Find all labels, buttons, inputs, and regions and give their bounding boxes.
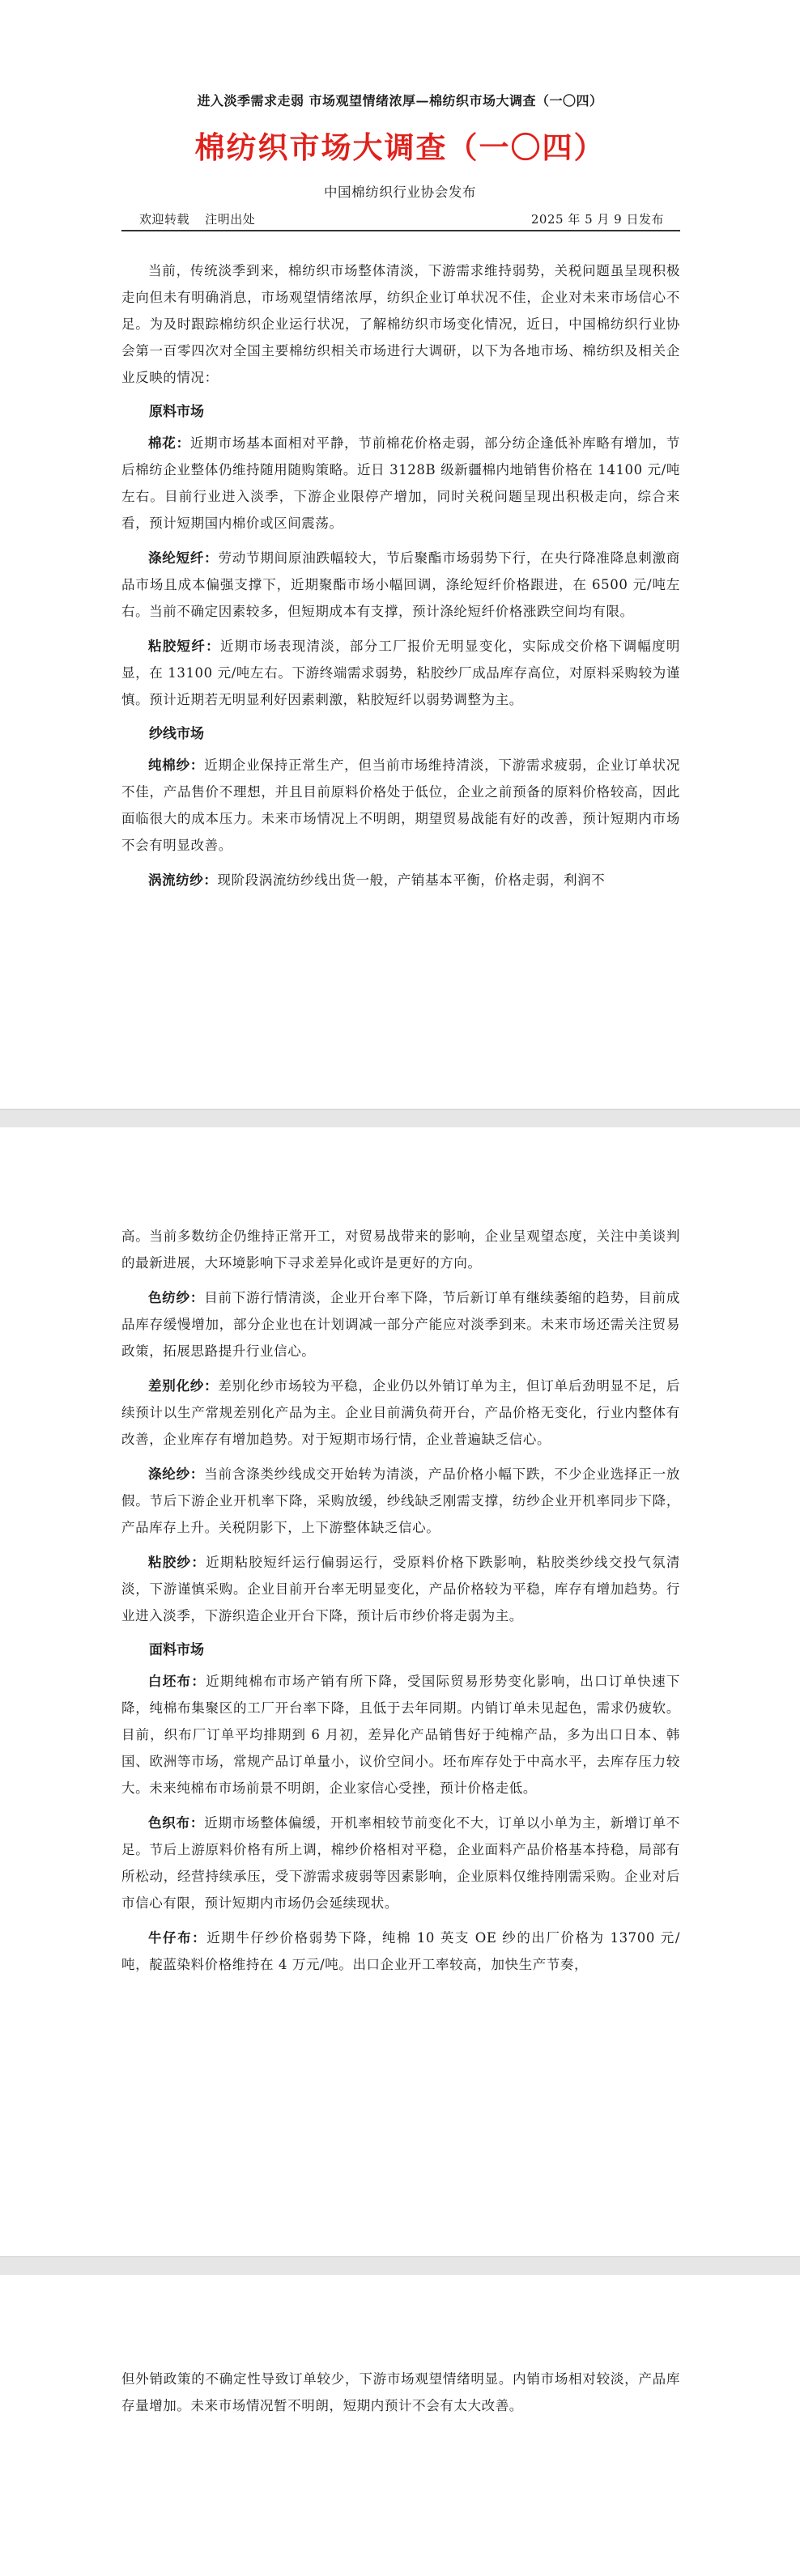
publish-date: 2025 年 5 月 9 日发布 (530, 212, 664, 227)
paragraph-differentiated-yarn (121, 1373, 680, 1453)
text-differentiated-yarn: 差别化纱市场较为平稳，企业仍以外销订单为主，但订单后劲明显不足，后续预计以生产常规差别化产品为主。企业目前满负荷开台，产品价格无变化，行业内整体有改善，企业库存有增加趋势。对于短期市场行情，企业普遍缺乏信心。 (121, 1378, 681, 1447)
term-polyester-staple: 涤纶短纤： (148, 550, 219, 566)
section-heading-raw-materials: 原料市场 (149, 404, 204, 420)
text-pure-cotton-yarn: 近期企业保持正常生产，但当前市场维持清淡，下游需求疲弱，企业订单状况不佳，产品售价不理想，并且目前原料价格处于低位，企业之前预备的原料价格较高，因此面临很大的成本压力。未来市场情况上不明朗，期望贸易战能有好的改善，预计短期内市场不会有明显改善。 (121, 758, 680, 853)
page-break-1 (0, 1109, 800, 1128)
page-3 (0, 2275, 800, 2576)
paragraph-pure-cotton-yarn (121, 752, 680, 859)
reprint-notes (139, 210, 266, 227)
term-grey-fabric: 白坯布： (148, 1674, 206, 1689)
paragraph-dyed-yarn (121, 1284, 680, 1364)
page-1 (0, 0, 800, 1109)
term-dyed-yarn: 色纺纱： (148, 1290, 205, 1305)
term-viscose-staple: 粘胶短纤： (148, 639, 220, 654)
page-2-content (121, 1223, 680, 1986)
text-vortex-yarn-part1: 现阶段涡流纺纱线出货一般，产销基本平衡，价格走弱，利润不 (217, 872, 606, 888)
paragraph-denim-part2: 但外销政策的不确定性导致订单较少，下游市场观望情绪明显。内销市场相对较淡，产品库存量增加。未来市场情况暂不明朗，短期内预计不会有太大改善。 (121, 2371, 680, 2413)
header-divider (121, 230, 680, 231)
paragraph-vortex-yarn-part2: 高。当前多数纺企仍维持正常开工，对贸易战带来的影响，企业呈观望态度，关注中美谈判的最新进展，大环境影响下寻求差异化或许是更好的方向。 (121, 1229, 680, 1271)
text-denim-part1: 近期牛仔纱价格弱势下降，纯棉 10 英支 OE 纱的出厂价格为 13700 元/吨，靛蓝染料价格维持在 4 万元/吨。出口企业开工率较高，加快生产节奏， (121, 1930, 680, 1972)
paragraph-polyester-staple (121, 545, 680, 625)
paragraph-vortex-yarn-part1 (121, 867, 680, 893)
text-grey-fabric: 近期纯棉布市场产销有所下降，受国际贸易形势变化影响，出口订单快速下降，纯棉布集聚区的工厂开台率下降，且低于去年同期。内销订单未见起色，需求仍疲软。目前，织布厂订单平均排期到 6 月初，差异化产品销售好于纯棉产品，多为出口日本、韩国、欧洲等市场，常规产品订单量小，议价空间小。坯布库存处于中高水平，去库存压力较大。未来纯棉布市场前景不明朗，企业家信心受挫，预计价格走低。 (121, 1674, 680, 1796)
page-3-content (121, 2366, 680, 2427)
section-heading-yarn: 纱线市场 (149, 726, 204, 742)
paragraph-yarn-dyed-fabric (121, 1810, 680, 1916)
term-cotton: 棉花： (148, 435, 190, 451)
reprint-note: 欢迎转载 (139, 212, 190, 227)
intro-paragraph: 当前，传统淡季到来，棉纺织市场整体清淡，下游需求维持弱势，关税问题虽呈现积极走向但未有明确消息，市场观望情绪浓厚，纺织企业订单状况不佳，企业对未来市场信心不足。为及时跟踪棉纺织企业运行状况，了解棉纺织市场变化情况，近日，中国棉纺织行业协会第一百零四次对全国主要棉纺织相关市场进行大调研，以下为各地市场、棉纺织及相关企业反映的情况： (121, 263, 680, 385)
page-title: 棉纺织市场大调查（一〇四） (194, 129, 606, 165)
text-viscose-staple: 近期市场表现清淡，部分工厂报价无明显变化，实际成交价格下调幅度明显，在 13100 元/吨左右。下游终端需求弱势，粘胶纱厂成品库存高位，对原料采购较为谨慎。预计近期若无明显利好因素刺激，粘胶短纤以弱势调整为主。 (121, 639, 680, 707)
page-2 (0, 1127, 800, 2256)
paragraph-polyester-yarn (121, 1461, 680, 1541)
paragraph-viscose-yarn (121, 1549, 680, 1629)
paragraph-viscose-staple (121, 633, 680, 713)
text-polyester-yarn: 当前含涤类纱线成交开始转为清淡，产品价格小幅下跌，不少企业选择正一放假。节后下游企业开机率下降，采购放缓，纱线缺乏刚需支撑，纺纱企业开机率同步下降，产品库存上升。关税阴影下，上下游整体缺乏信心。 (121, 1466, 680, 1535)
term-pure-cotton-yarn: 纯棉纱： (148, 758, 205, 773)
text-dyed-yarn: 目前下游行情清淡，企业开台率下降，节后新订单有继续萎缩的趋势，目前成品库存缓慢增加，部分企业也在计划调减一部分产能应对淡季到来。未来市场还需关注贸易政策，拓展思路提升行业信心。 (121, 1290, 680, 1359)
text-yarn-dyed-fabric: 近期市场整体偏缓，开机率相较节前变化不大，订单以小单为主，新增订单不足。节后上游原料价格有所上调，棉纱价格相对平稳，企业面料产品价格基本持稳，局部有所松动，经营持续承压，受下游需求疲弱等因素影响，企业原料仅维持刚需采购。企业对后市信心有限，预计短期内市场仍会延续现状。 (121, 1815, 680, 1911)
publisher-line: 中国棉纺织行业协会发布 (323, 185, 477, 200)
paragraph-denim-part1 (121, 1925, 680, 1978)
term-denim: 牛仔布： (148, 1930, 207, 1946)
term-viscose-yarn: 粘胶纱： (148, 1555, 206, 1570)
text-polyester-staple: 劳动节期间原油跌幅较大，节后聚酯市场弱势下行，在央行降准降息刺激商品市场且成本偏强支撑下，近期聚酯市场小幅回调，涤纶短纤价格跟进，在 6500 元/吨左右。当前不确定因素较多，但短期成本有支撑，预计涤纶短纤价格涨跌空间均有限。 (121, 550, 681, 619)
term-polyester-yarn: 涤纶纱： (148, 1466, 205, 1482)
page-1-content (121, 257, 680, 902)
paragraph-cotton (121, 430, 680, 537)
term-yarn-dyed-fabric: 色织布： (148, 1815, 205, 1831)
text-cotton: 近期市场基本面相对平静，节前棉花价格走弱，部分纺企逢低补库略有增加，节后棉纺企业整体仍维持随用随购策略。近日 3128B 级新疆棉内地销售价格在 14100 元/吨左右。目前行业进入淡季，下游企业限停产增加，同时关税问题呈现出积极走向，综合来看，预计短期国内棉价或区间震荡。 (121, 435, 680, 531)
source-note: 注明出处 (205, 212, 256, 227)
section-heading-fabric: 面料市场 (149, 1642, 204, 1658)
page-break-2 (0, 2256, 800, 2276)
term-vortex-yarn: 涡流纺纱： (148, 872, 218, 888)
term-differentiated-yarn: 差别化纱： (148, 1378, 219, 1394)
meta-line (139, 210, 664, 227)
article-subtitle: 进入淡季需求走弱 市场观望情绪浓厚—棉纺织市场大调查（一〇四） (197, 93, 603, 108)
paragraph-grey-fabric (121, 1668, 680, 1802)
text-viscose-yarn: 近期粘胶短纤运行偏弱运行，受原料价格下跌影响，粘胶类纱线交投气氛清淡，下游谨慎采购。企业目前开台率无明显变化，产品价格较为平稳，库存有增加趋势。行业进入淡季，下游织造企业开台下降，预计后市纱价将走弱为主。 (121, 1555, 680, 1623)
